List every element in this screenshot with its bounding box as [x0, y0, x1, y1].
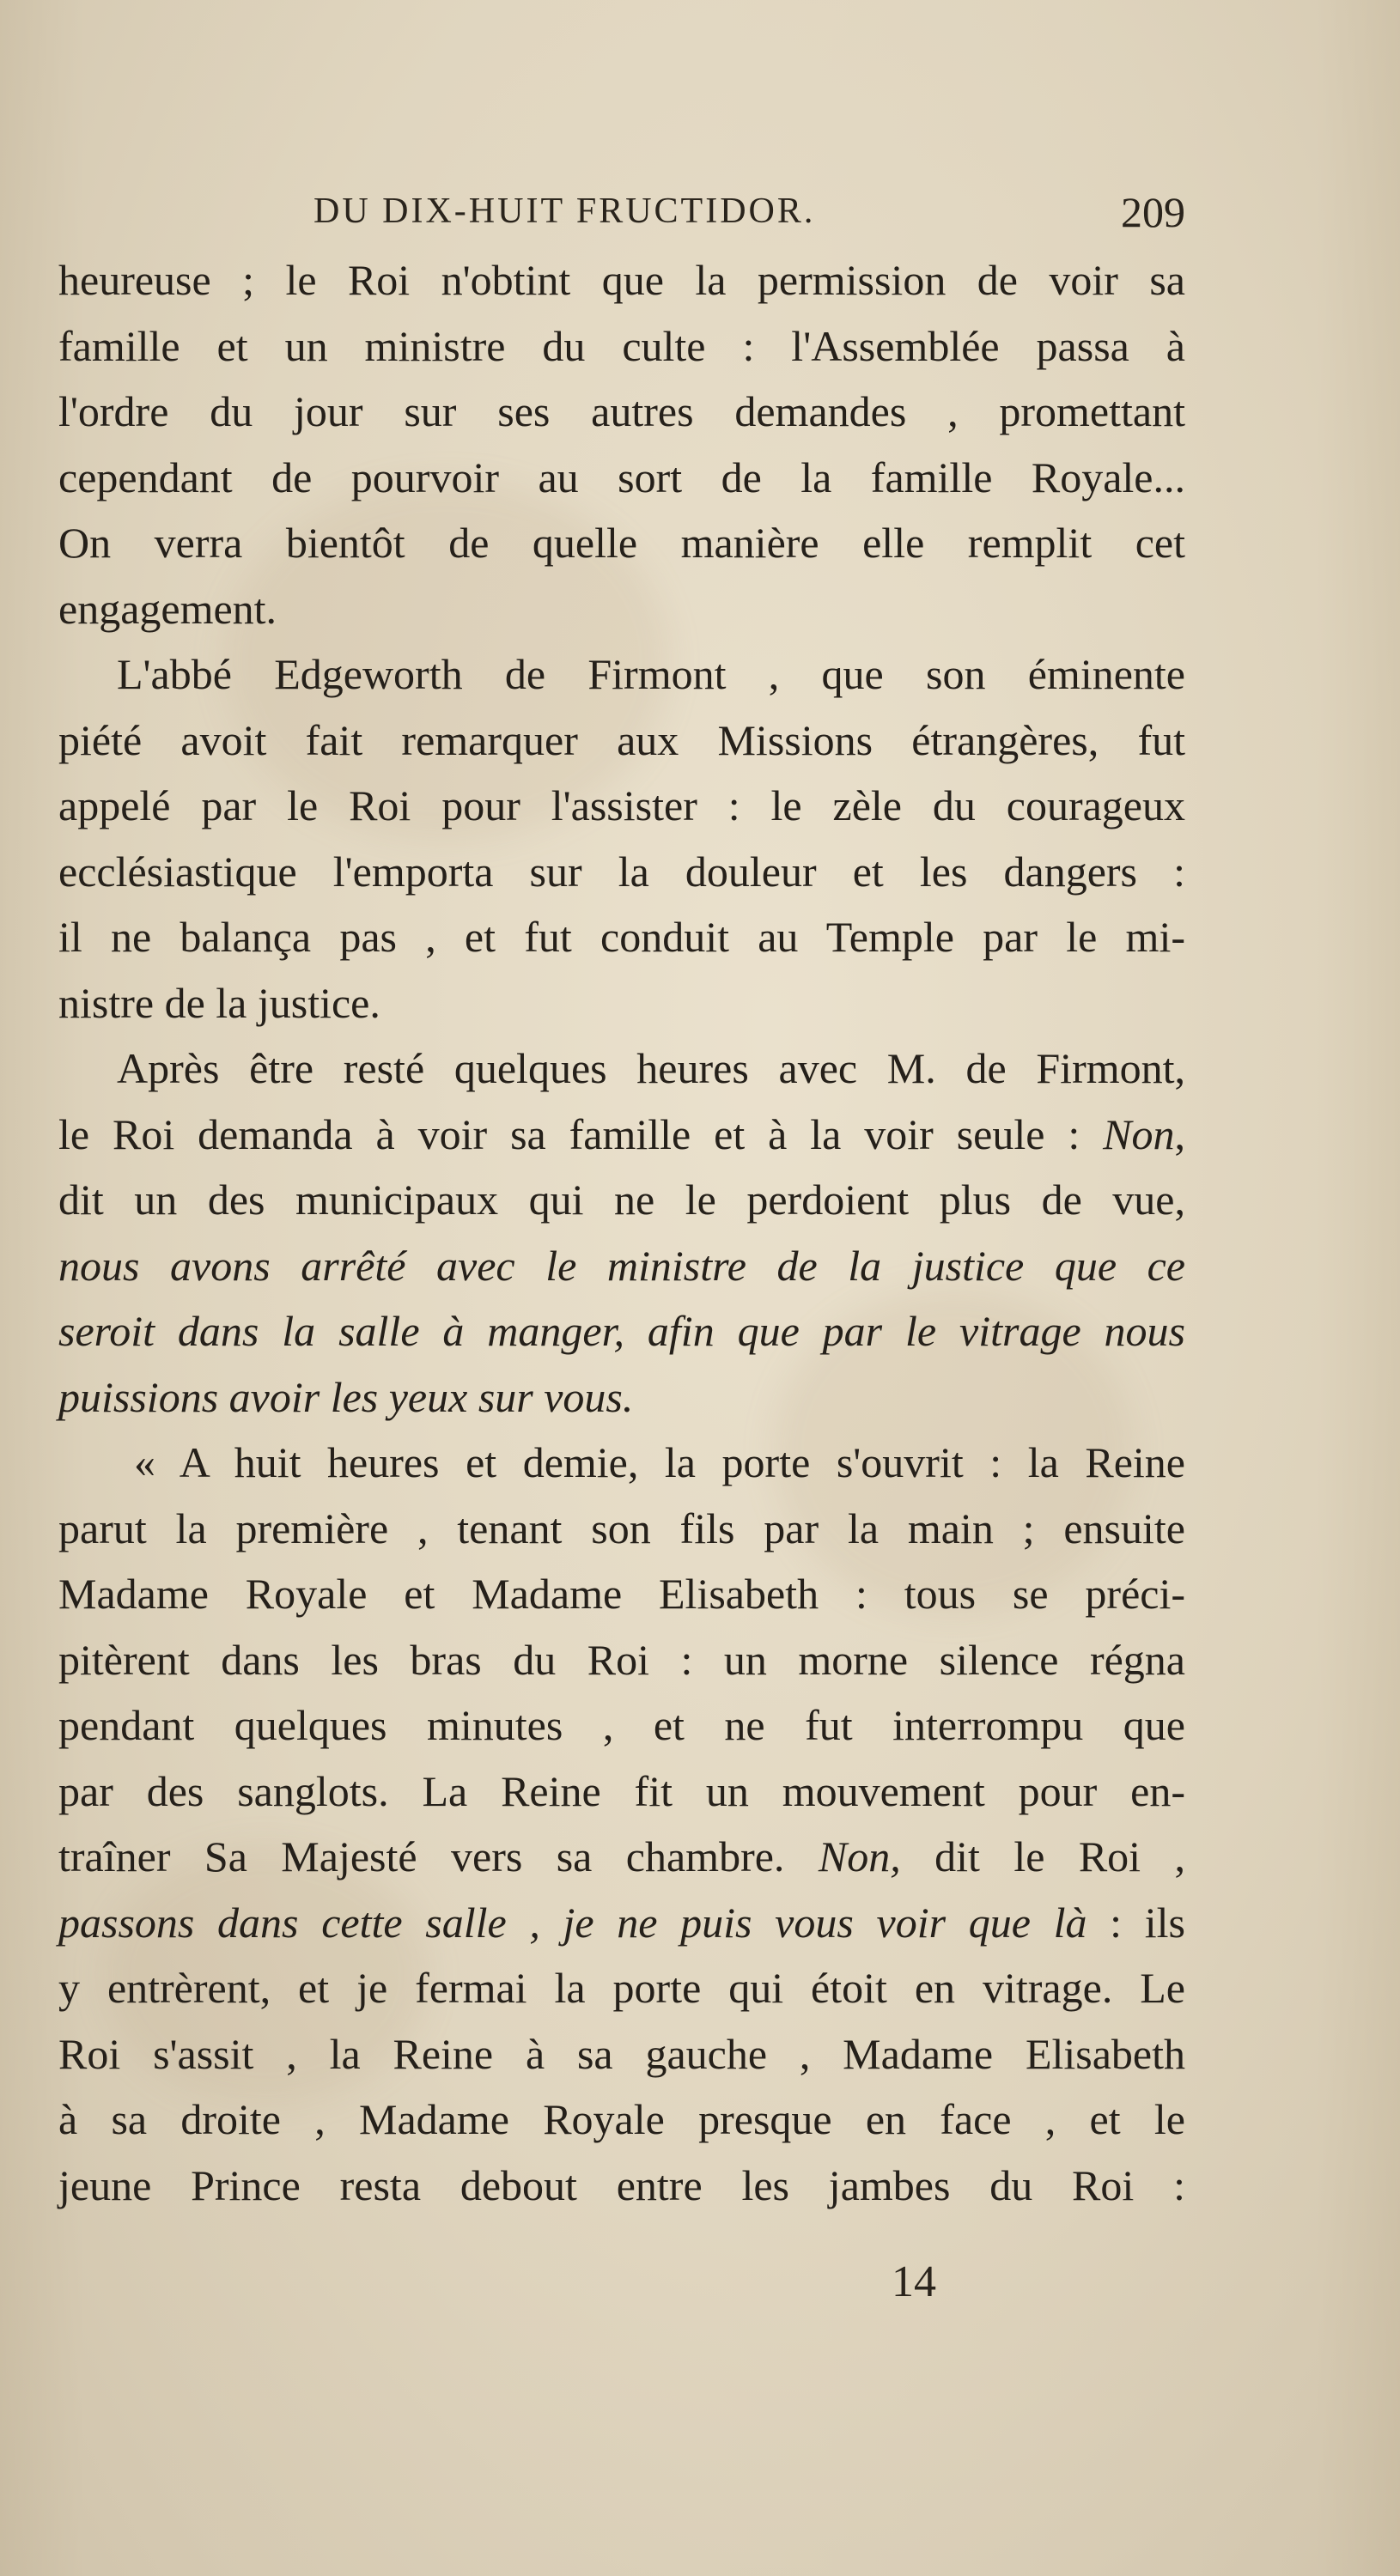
text-line: [58, 1890, 1185, 1956]
text-line: piété avoit fait remarquer aux Missions étrangères, fut: [58, 715, 1185, 764]
text-line: l'ordre du jour sur ses autres demandes , promettant: [58, 387, 1185, 435]
text-line: pitèrent dans les bras du Roi : un morne silence régna: [58, 1635, 1185, 1684]
page-number: 209: [1121, 188, 1185, 236]
paragraph-start: Après être resté quelques heures avec M. de Firmont,: [117, 1044, 1185, 1092]
text-line: On verra bientôt de quelle manière elle remplit cet: [58, 519, 1185, 567]
signature-mark: 14: [892, 2257, 936, 2306]
text-line: appelé par le Roi pour l'assister : le zèle du courageux: [58, 781, 1185, 829]
italic-line: nous avons arrêté avec le ministre de la justice que ce: [58, 1241, 1185, 1290]
text-line: à sa droite , Madame Royale presque en face , et le: [58, 2095, 1185, 2143]
text-line: engagement.: [58, 584, 277, 633]
italic-text: Non: [1103, 1109, 1175, 1158]
text-line: famille et un ministre du culte : l'Assemblée passa à: [58, 321, 1185, 370]
paragraph-start: « A huit heures et demie, la porte s'ouvrit : la Reine: [134, 1438, 1185, 1486]
text-segment: dit le Roi ,: [900, 1832, 1185, 1880]
text-segment: ,: [1174, 1109, 1185, 1158]
italic-line: puissions avoir les yeux sur vous.: [58, 1372, 634, 1421]
text-line: pendant quelques minutes , et ne fut interrompu que: [58, 1701, 1185, 1749]
running-head: [52, 188, 1185, 244]
text-line: Madame Royale et Madame Elisabeth : tous se préci-: [58, 1570, 1185, 1618]
italic-text: passons dans cette salle , je ne puis vous voir que là: [58, 1898, 1087, 1947]
text-line: nistre de la justice.: [58, 978, 380, 1027]
paragraph-start: L'abbé Edgeworth de Firmont , que son éminente: [117, 650, 1185, 698]
text-line: par des sanglots. La Reine fit un mouvement pour en-: [58, 1766, 1185, 1815]
text-segment: : ils: [1087, 1898, 1185, 1947]
text-line: parut la première , tenant son fils par la main ; ensuite: [58, 1504, 1185, 1552]
text-line: y entrèrent, et je fermai la porte qui étoit en vitrage. Le: [58, 1964, 1185, 2012]
text-line: dit un des municipaux qui ne le perdoient plus de vue,: [58, 1176, 1185, 1224]
text-line: cependant de pourvoir au sort de la famille Royale...: [58, 453, 1185, 501]
text-line: Roi s'assit , la Reine à sa gauche , Madame Elisabeth: [58, 2029, 1185, 2078]
text-line: jeune Prince resta debout entre les jambes du Roi :: [58, 2160, 1185, 2209]
italic-text: Non,: [818, 1832, 901, 1880]
text-line: ecclésiastique l'emporta sur la douleur et les dangers :: [58, 847, 1185, 896]
body-text: [58, 247, 1185, 2218]
text-line: heureuse ; le Roi n'obtint que la permission de voir sa: [58, 256, 1185, 304]
text-segment: traîner Sa Majesté vers sa chambre.: [58, 1832, 819, 1880]
text-line: [58, 1824, 1185, 1890]
text-segment: le Roi demanda à voir sa famille et à la voir seule :: [58, 1109, 1104, 1158]
text-line: il ne balança pas , et fut conduit au Temple par le mi-: [58, 913, 1185, 961]
italic-line: seroit dans la salle à manger, afin que par le vitrage nous: [58, 1307, 1185, 1355]
text-line: [58, 1102, 1185, 1168]
running-title: DU DIX-HUIT FRUCTIDOR.: [313, 191, 816, 231]
